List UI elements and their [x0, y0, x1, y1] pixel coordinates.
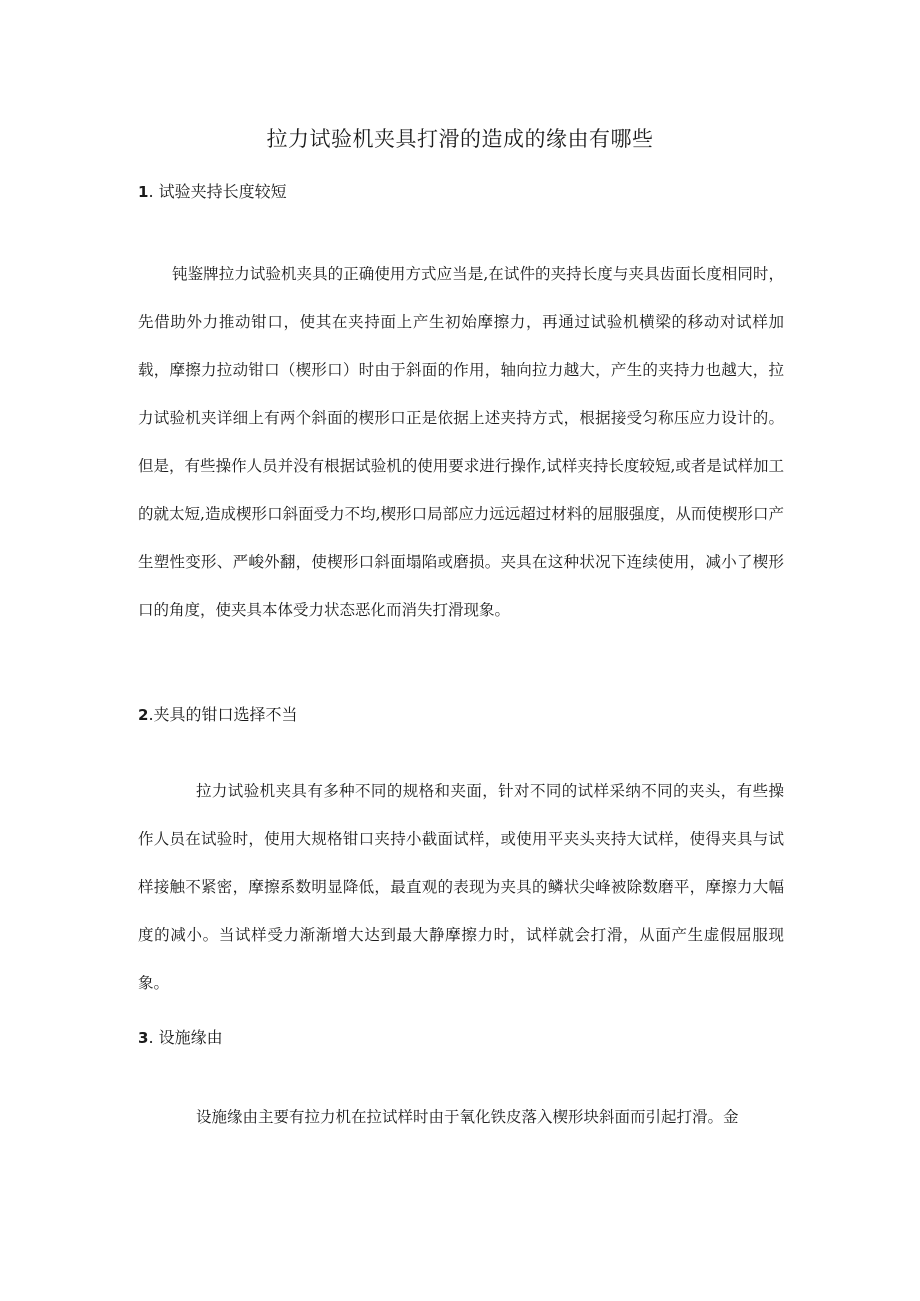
- section-number: 2: [138, 706, 149, 724]
- section-1-heading: [138, 180, 287, 204]
- section-3-paragraph: [138, 1093, 784, 1141]
- section-3-heading: [138, 1026, 223, 1050]
- section-2-paragraph: [138, 767, 784, 1007]
- paragraph-text: 拉力试验机夹具有多种不同的规格和夹面，针对不同的试样采纳不同的夹头，有些操作人员在试验时，使用大规格钳口夹持小截面试样，或使用平夹头夹持大试样，使得夹具与试样接触不紧密，摩擦系数明显降低，最直观的表现为夹具的鳞状尖峰被除数磨平，摩擦力大幅度的减小。当试样受力渐渐增大达到最大静摩擦力时，试样就会打滑，从面产生虚假屈服现象。: [138, 782, 784, 992]
- section-1-paragraph: [138, 250, 784, 634]
- paragraph-text: 设施缘由主要有拉力机在拉试样时由于氧化铁皮落入楔形块斜面而引起打滑。金: [196, 1108, 739, 1126]
- section-number: 3: [138, 1029, 149, 1047]
- paragraph-text: 钝鉴牌拉力试验机夹具的正确使用方式应当是,在试件的夹持长度与夹具齿面长度相同时，先借助外力推动钳口，使其在夹持面上产生初始摩擦力，再通过试验机横梁的移动对试样加载，摩擦力拉动钳口（楔形口）时由于斜面的作用，轴向拉力越大，产生的夹持力也越大，拉力试验机夹详细上有两个斜面的楔形口正是依据上述夹持方式，根据接受匀称压应力设计的。但是，有些操作人员并没有根据试验机的使用要求进行操作,试样夹持长度较短,或者是试样加工的就太短,造成楔形口斜面受力不均,楔形口局部应力远远超过材料的屈服强度，从而使楔形口产生塑性变形、严峻外翻，使楔形口斜面塌陷或磨损。夹具在这种状况下连续使用，减小了楔形口的角度，使夹具本体受力状态恶化而消失打滑现象。: [138, 265, 784, 619]
- section-2-heading: [138, 703, 298, 727]
- section-title: . 设施缘由: [148, 1028, 223, 1047]
- document-title: 拉力试验机夹具打滑的造成的缘由有哪些: [266, 127, 654, 151]
- section-title: .夹具的钳口选择不当: [148, 705, 298, 724]
- section-title: . 试验夹持长度较短: [148, 182, 287, 201]
- section-number: 1: [138, 183, 149, 201]
